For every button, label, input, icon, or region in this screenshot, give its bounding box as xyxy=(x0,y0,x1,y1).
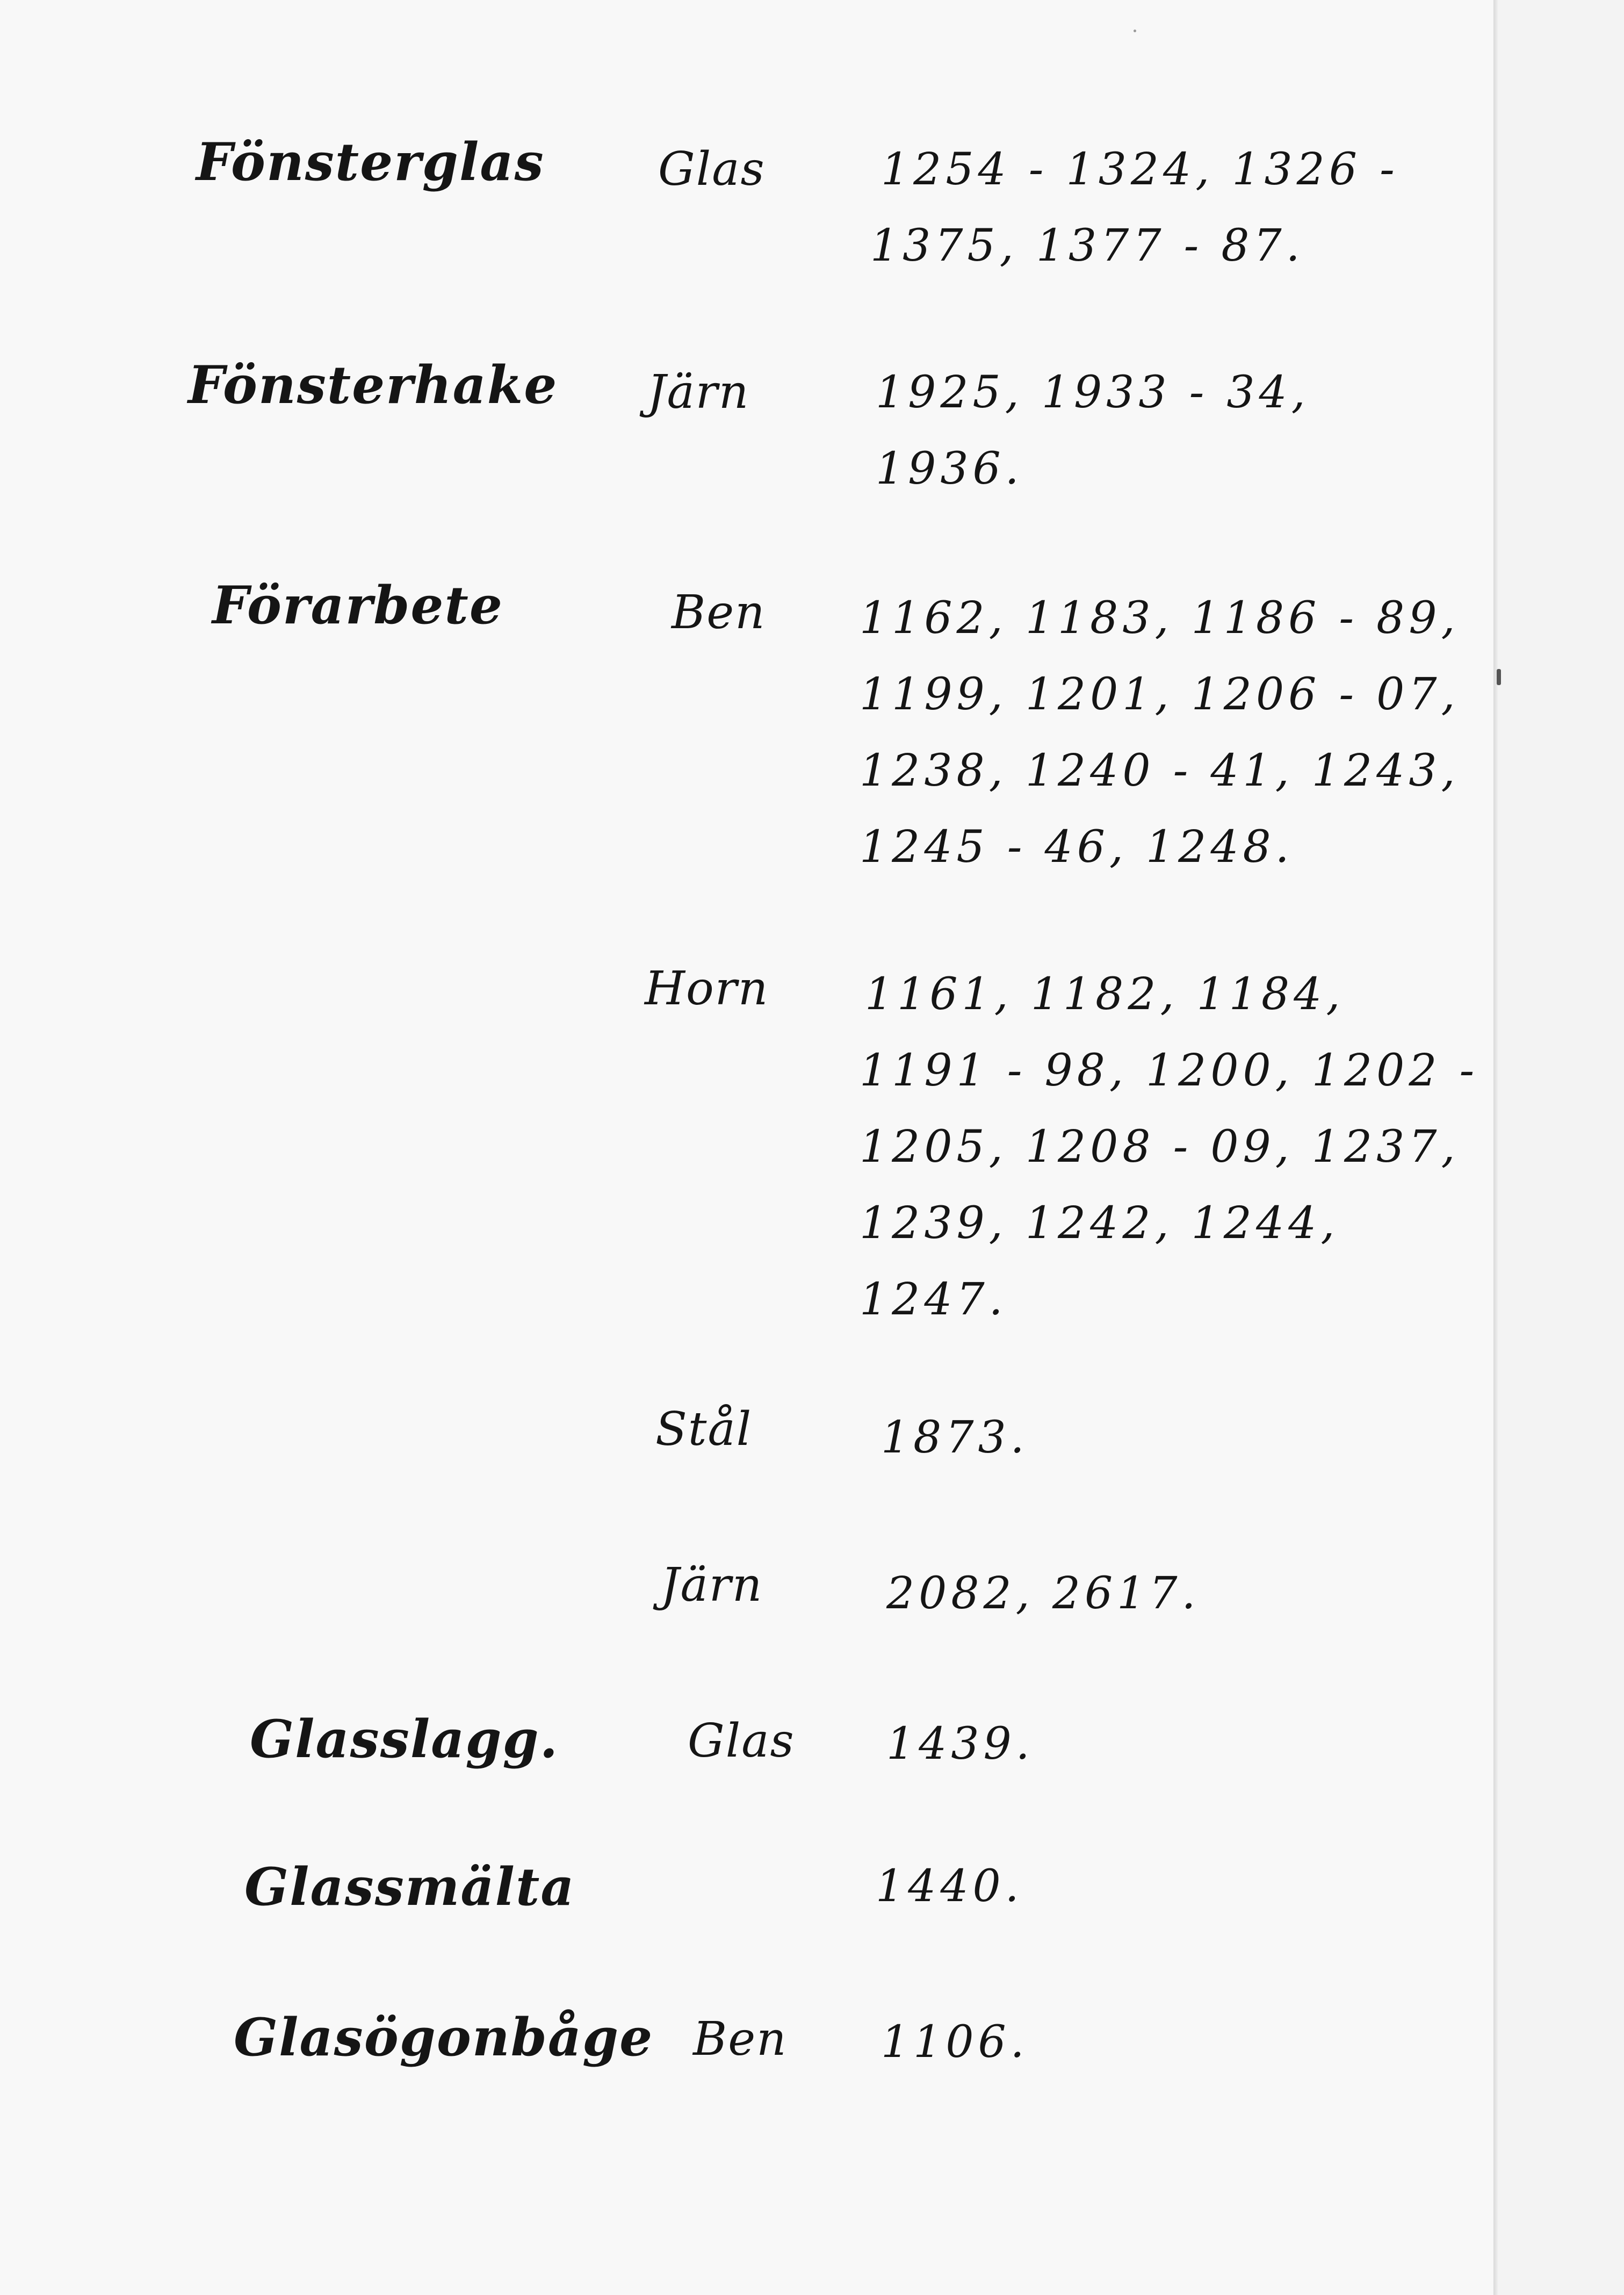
material-ben: Ben xyxy=(693,2012,788,2066)
scan-speck xyxy=(1134,30,1136,32)
scan-margin xyxy=(1498,0,1624,2295)
reference-numbers: 1873. xyxy=(881,1412,1029,1463)
reference-numbers: 1238, 1240 - 41, 1243, xyxy=(860,745,1460,796)
reference-numbers: 1254 - 1324, 1326 - xyxy=(881,144,1399,195)
material-glas: Glas xyxy=(658,142,766,196)
reference-numbers: 1239, 1242, 1244, xyxy=(860,1198,1339,1249)
term-glasslagg: Glasslagg. xyxy=(250,1709,559,1769)
reference-numbers: 1245 - 46, 1248. xyxy=(860,822,1294,873)
reference-numbers: 1925, 1933 - 34, xyxy=(876,367,1310,418)
scan-speck xyxy=(1497,669,1501,685)
material-jarn: Järn xyxy=(647,365,750,419)
reference-numbers: 1375, 1377 - 87. xyxy=(870,220,1304,271)
material-ben: Ben xyxy=(672,586,766,639)
reference-numbers: 1161, 1182, 1184, xyxy=(865,969,1345,1020)
reference-numbers: 2082, 2617. xyxy=(886,1568,1200,1619)
term-fonsterhake: Fönsterhake xyxy=(188,355,558,415)
reference-numbers: 1191 - 98, 1200, 1202 - xyxy=(860,1045,1479,1096)
term-glasogonbage: Glasögonbåge xyxy=(234,2007,654,2068)
reference-numbers: 1936. xyxy=(876,443,1023,494)
term-forarbete: Förarbete xyxy=(212,575,503,636)
material-stal: Stål xyxy=(655,1402,753,1456)
page-edge xyxy=(1493,0,1498,2295)
material-glas: Glas xyxy=(688,1714,795,1768)
reference-numbers: 1106. xyxy=(881,2017,1029,2068)
material-horn: Horn xyxy=(645,962,769,1016)
reference-numbers: 1199, 1201, 1206 - 07, xyxy=(860,669,1460,720)
material-jarn: Järn xyxy=(661,1558,763,1612)
term-fonsterglas: Fönsterglas xyxy=(196,132,545,192)
reference-numbers: 1162, 1183, 1186 - 89, xyxy=(860,593,1460,644)
term-glassmalta: Glassmälta xyxy=(244,1857,575,1917)
reference-numbers: 1205, 1208 - 09, 1237, xyxy=(860,1121,1460,1172)
reference-numbers: 1440. xyxy=(876,1861,1023,1912)
reference-numbers: 1247. xyxy=(860,1274,1007,1325)
reference-numbers: 1439. xyxy=(886,1718,1034,1769)
